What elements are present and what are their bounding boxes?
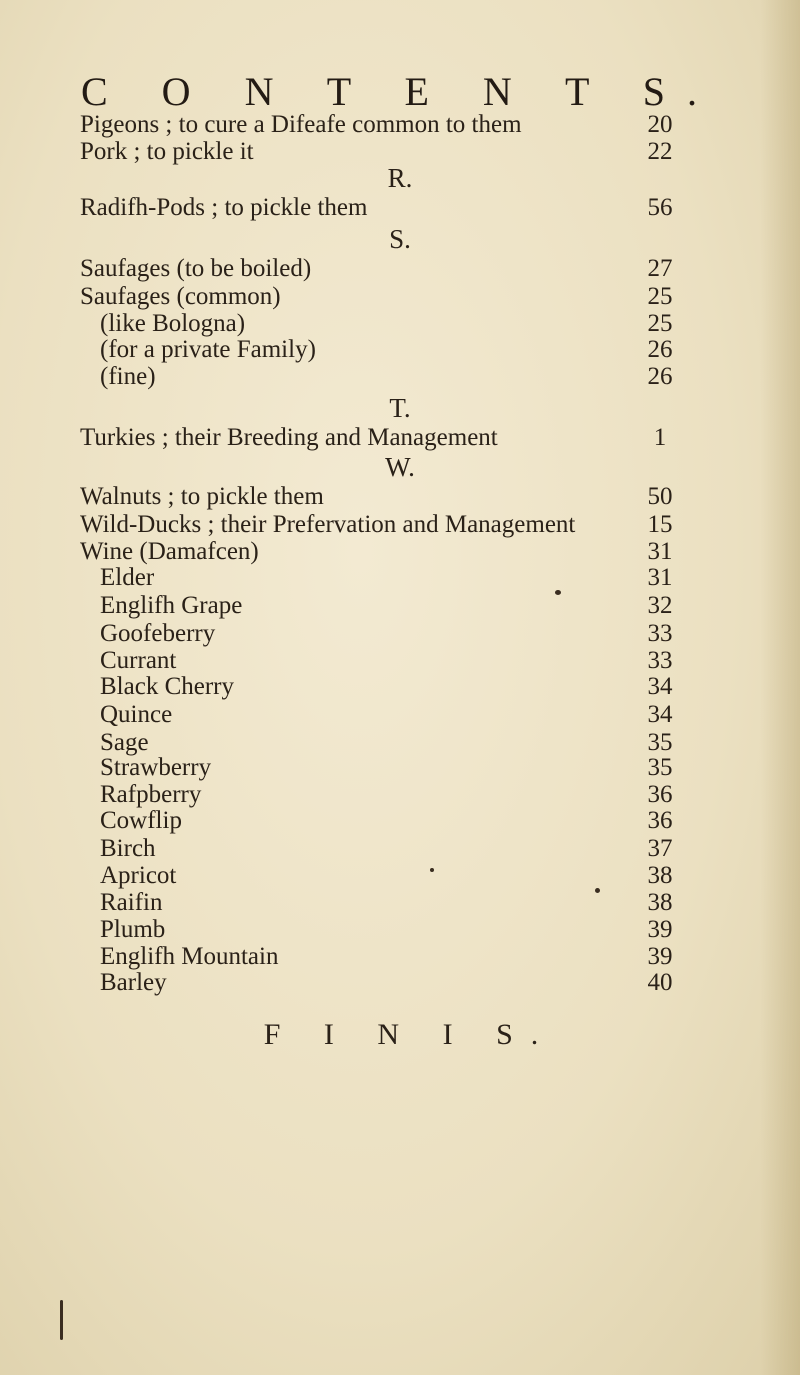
- section-letter: W.: [385, 452, 415, 482]
- entry-page-number: 38: [647, 862, 673, 889]
- entry-page-number: 56: [647, 194, 673, 221]
- entry-title: Raifin: [100, 889, 163, 916]
- contents-entry: [0, 672, 800, 702]
- entry-page-number: 39: [647, 916, 673, 943]
- entry-page-number: 32: [647, 592, 673, 619]
- entry-page-number: 37: [647, 835, 673, 862]
- contents-entry: [0, 193, 800, 223]
- entry-page-number: 40: [647, 969, 673, 996]
- contents-entry: [0, 591, 800, 621]
- entry-page-number: 38: [647, 889, 673, 916]
- entry-page-number: 1: [653, 424, 667, 451]
- entry-title: Cowflip: [100, 807, 182, 834]
- entry-title: Birch: [100, 835, 156, 862]
- section-letter: S.: [389, 224, 411, 254]
- entry-title: Quince: [100, 701, 173, 728]
- contents-entry: [0, 968, 800, 998]
- entry-title: Saufages (to be boiled): [80, 255, 312, 282]
- entry-title: Pigeons ; to cure a Difeafe common to them: [80, 111, 522, 138]
- foxing-speck: [555, 590, 561, 595]
- entry-title: Turkies ; their Breeding and Management: [80, 424, 498, 451]
- entry-title: Saufages (common): [80, 283, 281, 310]
- entry-title: Englifh Grape: [100, 592, 243, 619]
- entry-title: Pork ; to pickle it: [80, 138, 254, 165]
- entry-title: Wine (Damafcen): [80, 538, 259, 565]
- entry-page-number: 33: [647, 647, 673, 674]
- entry-page-number: 27: [647, 255, 673, 282]
- contents-entry: [0, 753, 800, 783]
- entry-page-number: 26: [647, 336, 673, 363]
- entry-title: (fine): [100, 363, 156, 390]
- entry-page-number: 39: [647, 943, 673, 970]
- contents-entry: [0, 335, 800, 365]
- contents-entry: [0, 915, 800, 945]
- entry-title: (for a private Family): [100, 336, 316, 363]
- entry-page-number: 20: [647, 111, 673, 138]
- contents-entry: [0, 700, 800, 730]
- entry-title: Black Cherry: [100, 673, 234, 700]
- contents-entry: [0, 254, 800, 284]
- entry-title: Strawberry: [100, 754, 212, 781]
- foxing-speck: [60, 1300, 63, 1340]
- section-letter: R.: [387, 163, 413, 193]
- entry-title: Goofeberry: [100, 620, 216, 647]
- entry-page-number: 34: [647, 673, 673, 700]
- contents-entry: [0, 806, 800, 836]
- contents-entry: [0, 510, 800, 540]
- entry-title: Walnuts ; to pickle them: [80, 483, 324, 510]
- entry-title: Englifh Mountain: [100, 943, 279, 970]
- entry-page-number: 31: [647, 564, 673, 591]
- contents-entry: [0, 282, 800, 312]
- contents-entry: [0, 482, 800, 512]
- contents-entry: [0, 888, 800, 918]
- contents-entry: [0, 423, 800, 453]
- entry-title: Barley: [100, 969, 167, 996]
- entry-page-number: 36: [647, 781, 673, 808]
- entry-title: Plumb: [100, 916, 166, 943]
- contents-entry: [0, 110, 800, 140]
- entry-page-number: 33: [647, 620, 673, 647]
- entry-page-number: 25: [647, 283, 673, 310]
- contents-entry: [0, 619, 800, 649]
- entry-page-number: 36: [647, 807, 673, 834]
- entry-title: (like Bologna): [100, 310, 246, 337]
- contents-entry: [0, 834, 800, 864]
- entry-page-number: 35: [647, 754, 673, 781]
- foxing-speck: [430, 868, 434, 872]
- foxing-speck: [595, 888, 600, 893]
- entry-page-number: 50: [647, 483, 673, 510]
- entry-page-number: 22: [647, 138, 673, 165]
- entry-title: Rafpberry: [100, 781, 202, 808]
- section-letter: T.: [389, 393, 411, 423]
- entry-title: Apricot: [100, 862, 177, 889]
- entry-title: Currant: [100, 647, 177, 674]
- entry-page-number: 26: [647, 363, 673, 390]
- entry-page-number: 15: [647, 511, 673, 538]
- contents-heading: C O N T E N T S.: [81, 69, 719, 114]
- entry-title: Sage: [100, 729, 149, 756]
- finis-text: F I N I S.: [263, 1018, 557, 1051]
- entry-page-number: 35: [647, 729, 673, 756]
- contents-entry: [0, 362, 800, 392]
- entry-title: Wild-Ducks ; their Prefervation and Management: [80, 511, 576, 538]
- contents-entry: [0, 563, 800, 593]
- entry-title: Elder: [100, 564, 155, 591]
- entry-page-number: 25: [647, 310, 673, 337]
- entry-page-number: 34: [647, 701, 673, 728]
- entry-title: Radifh-Pods ; to pickle them: [80, 194, 368, 221]
- contents-entry: [0, 861, 800, 891]
- entry-page-number: 31: [647, 538, 673, 565]
